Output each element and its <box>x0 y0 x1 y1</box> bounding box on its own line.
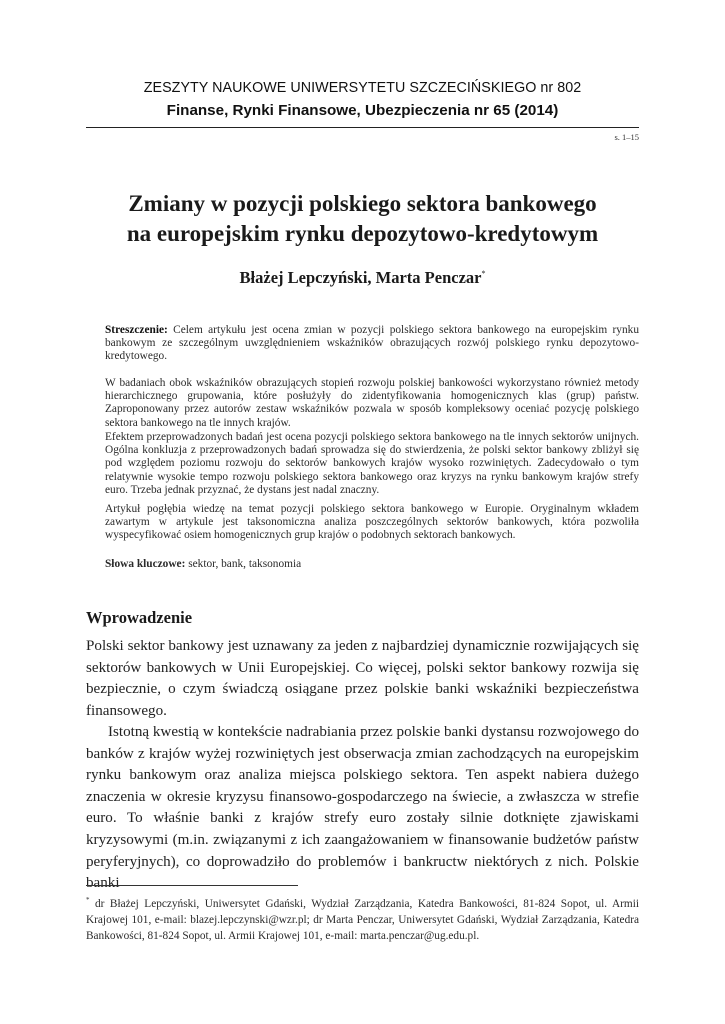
footnote-mark: * <box>86 896 90 904</box>
abstract-label: Streszczenie: <box>105 324 168 336</box>
keywords <box>105 558 639 570</box>
author-names: Błażej Lepczyński, Marta Penczar <box>239 268 482 287</box>
authors <box>86 268 639 288</box>
author-footnote-mark: * <box>481 269 486 278</box>
article-title-line2: na europejskim rynku depozytowo-kredytowym <box>126 221 599 246</box>
abstract-paragraph-3: Efektem przeprowadzonych badań jest ocena pozycji polskiego sektora bankowego na tle innych sektorów unijnych. Ogólna konkluzja z przeprowadzonych badań sprowadza się do stwierdzenia, że polski sektor bankowy zbliżył się pod względem poziomu rozwoju do sektorów bankowych krajów wysoko rozwiniętych. Zadecydowało o tym relatywnie wysokie tempo rozwoju polskiego sektora bankowego oraz kryzys na rynku bankowym krajów strefy euro. Trzeba jednak przyznać, że dystans jest nadal znaczny. <box>105 431 639 496</box>
journal-series: Finanse, Rynki Finansowe, Ubezpieczenia nr 65 (2014) <box>166 102 559 119</box>
abstract-paragraph-4: Artykuł pogłębia wiedzę na temat pozycji polskiego sektora bankowego w Europie. Oryginalnym wkładem zawartym w artykule jest taksonomiczna analiza poszczególnych sektorów bankowych, która pozwoliła wyspecyfikować osiem homogenicznych grup krajów o podobnych sektorach bankowych. <box>105 503 639 542</box>
footnote <box>86 892 639 944</box>
keywords-list: sektor, bank, taksonomia <box>185 558 302 570</box>
abstract-text-1: Celem artykułu jest ocena zmian w pozycji polskiego sektora bankowego na europejskim rynku bankowym ze szczególnym uwzględnieniem wskaźników obrazujących rozwój polskiego rynku depozytowo-kredytowego. <box>105 324 639 363</box>
journal-title: ZESZYTY NAUKOWE UNIWERSYTETU SZCZECIŃSKIEGO nr 802 <box>143 80 582 96</box>
article-title-line1: Zmiany w pozycji polskiego sektora bankowego <box>128 191 597 216</box>
footnote-divider <box>86 885 298 886</box>
abstract-paragraph-2: W badaniach obok wskaźników obrazujących stopień rozwoju polskiej bankowości wykorzystano również metody hierarchicznego grupowania, które posłużyły do zidentyfikowania homogenicznych klas (grup) państw. Zaproponowany przez autorów zestaw wskaźników pozwala w sposób kompleksowy oceniać pozycję polskiego sektora bankowego na tle innych krajów. <box>105 377 639 429</box>
header-divider <box>86 127 639 128</box>
abstract-paragraph-1 <box>105 324 639 364</box>
section-heading: Wprowadzenie <box>86 608 193 627</box>
page-range: s. 1–15 <box>614 132 639 142</box>
body-paragraph-1: Polski sektor bankowy jest uznawany za jeden z najbardziej dynamicznie rozwijających się sektorów bankowych w Unii Europejskiej. Co więcej, polski sektor bankowy rozwija się bezpiecznie, o czym świadczą osiągane przez polskie banki wskaźniki bezpieczeństwa finansowego. <box>86 638 639 719</box>
keywords-label: Słowa kluczowe: <box>105 558 186 570</box>
footnote-text: dr Błażej Lepczyński, Uniwersytet Gdański, Wydział Zarządzania, Katedra Bankowości, 81-824 Sopot, ul. Armii Krajowej 101, e-mail: blazej.lepczynski@wzr.pl; dr Marta Penczar, Uniwersytet Gdański, Wydział Zarządzania, Katedra Bankowości, 81-824 Sopot, ul. Armii Krajowej 101, e-mail: marta.penczar@ug.edu.pl. <box>86 898 639 942</box>
body-paragraph-2: Istotną kwestią w kontekście nadrabiania przez polskie banki dystansu rozwojowego do banków z krajów wyżej rozwiniętych jest obserwacja zmian zachodzących na europejskim rynku bankowym oraz analiza miejsca polskiego sektora. Ten aspekt nabiera dużego znaczenia w okresie kryzysu finansowo-gospodarczego na świecie, a zwłaszcza w strefie euro. To właśnie banki z krajów strefy euro zostały silnie dotknięte zjawiskami kryzysowymi (m.in. związanymi z ich zaangażowaniem w finansowanie budżetów państw peryferyjnych), co doprowadziło do problemów i bankructw niektórych z nich. Polskie banki <box>86 724 639 892</box>
